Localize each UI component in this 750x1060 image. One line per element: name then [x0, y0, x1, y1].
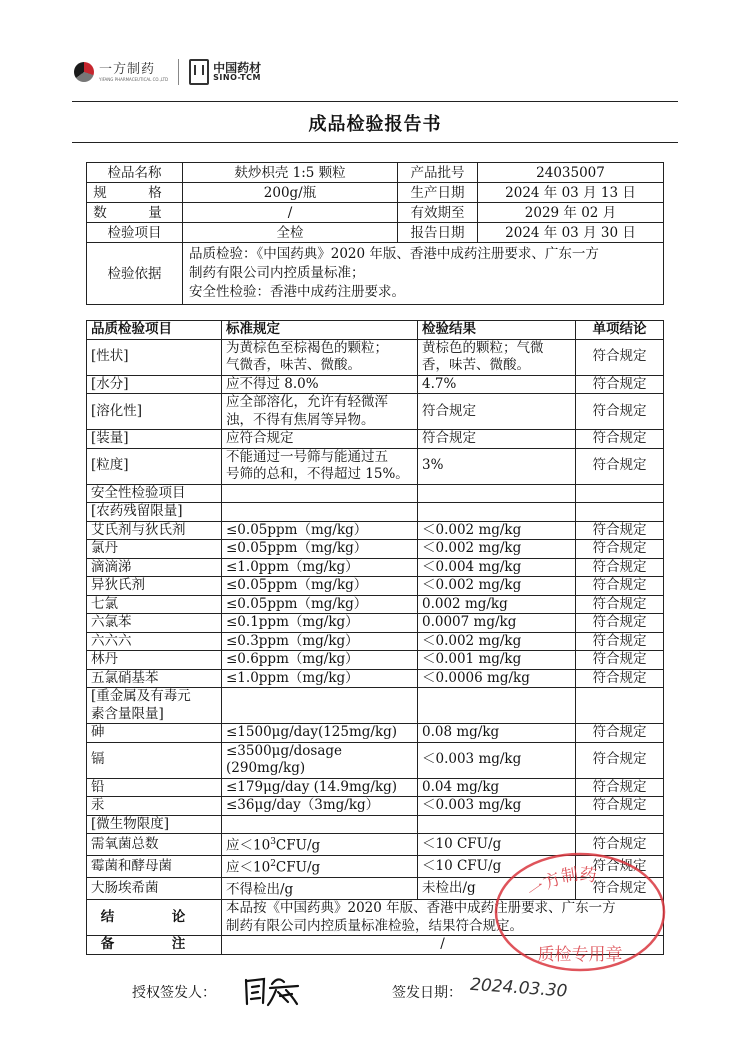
pesticide-standard: ≤0.05ppm（mg/kg）: [222, 577, 418, 596]
test-item-value: 全检: [183, 223, 398, 243]
basis-label: 检验依据: [87, 243, 183, 305]
pesticide-item: 七氯: [87, 595, 222, 614]
pesticide-item: 氯丹: [87, 540, 222, 559]
result-line: 符合规定: [422, 430, 476, 446]
report-date-label: 报告日期: [398, 223, 478, 243]
micro-item: 需氧菌总数: [87, 834, 222, 856]
pesticide-conclusion: 符合规定: [576, 540, 664, 559]
svg-text:一方制药: 一方制药: [523, 864, 598, 904]
result-line: 香，味苦、微酸。: [422, 357, 530, 373]
heavy-metal-title-line: [重金属及有毒元: [91, 688, 191, 704]
sino-tcm-logo-sub: SINO-TCM: [213, 73, 261, 83]
heavy-metal-result: 0.04 mg/kg: [418, 778, 576, 797]
yifang-logo: [74, 62, 168, 82]
basis-line: 安全性检验：香港中成药注册要求。: [189, 284, 405, 300]
table-row: [87, 577, 664, 596]
micro-title-row: [87, 815, 664, 834]
standard-line: 应符合规定: [226, 430, 294, 446]
pesticide-standard: ≤0.6ppm（mg/kg）: [222, 651, 418, 670]
table-header-row: [87, 321, 664, 340]
spec-value: 200g/瓶: [183, 183, 398, 203]
header-divider: [72, 101, 678, 102]
mfg-date-value: 2024 年 03 月 13 日: [478, 183, 664, 203]
heavy-metal-conclusion: 符合规定: [576, 742, 664, 778]
table-row: [87, 163, 664, 183]
heavy-metal-item: 铅: [87, 778, 222, 797]
standard-line: 为黄棕色至棕褐色的颗粒；: [226, 339, 388, 356]
micro-conclusion: 符合规定: [576, 878, 664, 900]
table-row: [87, 521, 664, 540]
pesticide-conclusion: 符合规定: [576, 577, 664, 596]
heavy-metal-result: ＜0.003 mg/kg: [418, 742, 576, 778]
quantity-label: 数 量: [87, 203, 183, 223]
heavy-metal-title-line: 素含量限量]: [91, 705, 164, 722]
pesticide-standard: ≤0.1ppm（mg/kg）: [222, 614, 418, 633]
title-divider: [72, 142, 678, 143]
pesticide-result: ＜0.002 mg/kg: [418, 632, 576, 651]
result-line: 4.7%: [422, 375, 457, 392]
pesticide-conclusion: 符合规定: [576, 558, 664, 577]
pesticide-conclusion: 符合规定: [576, 632, 664, 651]
standard-exponent: 3: [270, 837, 276, 847]
basis-line: 品质检验：《中国药典》2020 年版、香港中成药注册要求、广东一方: [189, 246, 599, 262]
batch-label: 产品批号: [398, 163, 478, 183]
table-row: [87, 223, 664, 243]
pesticide-conclusion: 符合规定: [576, 595, 664, 614]
quality-item: [溶化性]: [87, 394, 222, 430]
pesticide-conclusion: 符合规定: [576, 614, 664, 633]
pesticide-standard: ≤0.05ppm（mg/kg）: [222, 595, 418, 614]
expiry-value: 2029 年 02 月: [478, 203, 664, 223]
micro-standard: [222, 856, 418, 878]
test-item-label: 检验项目: [87, 223, 183, 243]
quality-conclusion: 符合规定: [576, 394, 664, 430]
heavy-metal-conclusion: 符合规定: [576, 724, 664, 743]
remarks-label: 备 注: [87, 936, 222, 955]
table-row: [87, 724, 664, 743]
pesticide-conclusion: 符合规定: [576, 521, 664, 540]
pesticide-section: [87, 521, 664, 688]
heavy-metal-standard: ≤36μg/day（3mg/kg）: [222, 797, 418, 816]
conclusion-line: 本品按《中国药典》2020 年版、香港中成药注册要求、广东一方: [226, 900, 616, 916]
remarks-value: /: [222, 936, 664, 955]
quality-item: [水分]: [87, 375, 222, 394]
safety-title: 安全性检验项目: [87, 484, 222, 503]
table-row: [87, 632, 664, 651]
table-row: [87, 339, 664, 375]
heavy-metal-result: ＜0.003 mg/kg: [418, 797, 576, 816]
pesticide-standard: ≤1.0ppm（mg/kg）: [222, 669, 418, 688]
quality-conclusion: 符合规定: [576, 430, 664, 449]
yifang-logo-sub: YIFANG PHARMACEUTICAL CO.,LTD: [99, 76, 169, 82]
pesticide-result: ＜0.002 mg/kg: [418, 540, 576, 559]
pesticide-item: 六六六: [87, 632, 222, 651]
pesticide-item: 异狄氏剂: [87, 577, 222, 596]
pesticide-standard: ≤1.0ppm（mg/kg）: [222, 558, 418, 577]
standard-line: 不能通过一号筛与能通过五: [226, 448, 388, 465]
table-row: [87, 183, 664, 203]
table-row: [87, 394, 664, 430]
pesticide-result: ＜0.0006 mg/kg: [418, 669, 576, 688]
standard-prefix: 应＜10: [226, 837, 271, 854]
page-title: 成品检验报告书: [308, 114, 442, 135]
issue-date-label: 签发日期：: [392, 985, 462, 1001]
micro-title: [微生物限度]: [87, 815, 222, 834]
quality-standard: [222, 339, 418, 375]
product-info-table: [86, 162, 664, 305]
svg-text:质检专用章: 质检专用章: [537, 945, 623, 965]
quality-standard: [222, 448, 418, 484]
header-logos: [74, 52, 261, 92]
pesticide-result: ＜0.001 mg/kg: [418, 651, 576, 670]
svg-text:2024.03.30: 2024.03.30: [469, 975, 568, 1002]
standard-exponent: 2: [270, 859, 276, 869]
quality-item: [装量]: [87, 430, 222, 449]
sino-tcm-logo-name: 中国药材: [213, 60, 262, 75]
pesticide-item: 艾氏剂与狄氏剂: [87, 521, 222, 540]
table-row: [87, 203, 664, 223]
standard-line: 应不得过 8.0%: [226, 375, 319, 392]
heavy-metal-section: [87, 724, 664, 816]
heavy-metal-item: 砷: [87, 724, 222, 743]
standard-line: 应全部溶化，允许有轻微浑: [226, 394, 388, 410]
pesticide-result: ＜0.002 mg/kg: [418, 521, 576, 540]
standard-line: 浊，不得有焦屑等异物。: [226, 411, 375, 428]
table-row: [87, 797, 664, 816]
basis-value: [183, 243, 664, 305]
table-row: [87, 243, 664, 305]
table-row: [87, 430, 664, 449]
quality-result: [418, 394, 576, 430]
table-row: [87, 375, 664, 394]
pesticide-standard: ≤0.3ppm（mg/kg）: [222, 632, 418, 651]
authorizer-signature: [242, 972, 302, 1008]
pesticide-title-row: [87, 503, 664, 522]
safety-title-row: [87, 484, 664, 503]
pesticide-title: [农药残留限量]: [87, 503, 222, 522]
result-line: 符合规定: [422, 402, 476, 419]
table-row: [87, 669, 664, 688]
pesticide-conclusion: 符合规定: [576, 669, 664, 688]
quality-conclusion: 符合规定: [576, 375, 664, 394]
quality-result: [418, 430, 576, 449]
micro-result: 未检出/g: [418, 878, 576, 900]
expiry-label: 有效期至: [398, 203, 478, 223]
col-header-result: 检验结果: [418, 321, 576, 340]
pesticide-item: 林丹: [87, 651, 222, 670]
quantity-value: /: [183, 203, 398, 223]
heavy-metal-title-row: [87, 688, 664, 724]
micro-result: ＜10 CFU/g: [418, 834, 576, 856]
pesticide-item: 五氯硝基苯: [87, 669, 222, 688]
pesticide-standard: ≤0.05ppm（mg/kg）: [222, 540, 418, 559]
quality-result: [418, 375, 576, 394]
standard-line: 气微香，味苦、微酸。: [226, 357, 361, 373]
micro-result: ＜10 CFU/g: [418, 856, 576, 878]
table-row: [87, 778, 664, 797]
quality-result: [418, 448, 576, 484]
table-row: [87, 558, 664, 577]
quality-conclusion: 符合规定: [576, 448, 664, 484]
conclusion-line: 制药有限公司内控质量标准检验，结果符合规定。: [226, 917, 523, 934]
pesticide-standard: ≤0.05ppm（mg/kg）: [222, 521, 418, 540]
pesticide-result: 0.0007 mg/kg: [418, 614, 576, 633]
table-row: [87, 448, 664, 484]
micro-standard: [222, 834, 418, 856]
result-line: 黄棕色的颗粒；气微: [422, 339, 544, 356]
micro-standard: [222, 878, 418, 900]
table-row: [87, 614, 664, 633]
heavy-metal-result: 0.08 mg/kg: [418, 724, 576, 743]
batch-value: 24035007: [478, 163, 664, 183]
sino-tcm-logo: [189, 59, 261, 85]
col-header-standard: 标准规定: [222, 321, 418, 340]
standard-suffix: CFU/g: [275, 859, 321, 876]
result-line: 3%: [422, 457, 444, 474]
col-header-conclusion: 单项结论: [576, 321, 664, 340]
heavy-metal-item: 汞: [87, 797, 222, 816]
micro-conclusion: 符合规定: [576, 856, 664, 878]
quality-item: [粒度]: [87, 448, 222, 484]
standard-prefix: 不得检出/g: [226, 881, 294, 898]
col-header-item: 品质检验项目: [87, 321, 222, 340]
table-row: [87, 651, 664, 670]
table-row: [87, 540, 664, 559]
spec-label: 规 格: [87, 183, 183, 203]
table-row: [87, 742, 664, 778]
heavy-metal-standard: ≤179μg/day (14.9mg/kg): [222, 778, 418, 797]
pesticide-result: ＜0.004 mg/kg: [418, 558, 576, 577]
quality-standard: [222, 375, 418, 394]
quality-seal-stamp: [490, 848, 670, 976]
pesticide-conclusion: 符合规定: [576, 651, 664, 670]
micro-conclusion: 符合规定: [576, 834, 664, 856]
quality-item: [性状]: [87, 339, 222, 375]
pesticide-result: 0.002 mg/kg: [418, 595, 576, 614]
micro-item: 大肠埃希菌: [87, 878, 222, 900]
product-name-label: 检品名称: [87, 163, 183, 183]
table-row: [87, 595, 664, 614]
report-date-value: 2024 年 03 月 30 日: [478, 223, 664, 243]
pesticide-item: 滴滴涕: [87, 558, 222, 577]
authorizer-label: 授权签发人：: [132, 985, 216, 1001]
mfg-date-label: 生产日期: [398, 183, 478, 203]
pesticide-item: 六氯苯: [87, 614, 222, 633]
quality-result: [418, 339, 576, 375]
standard-prefix: 应＜10: [226, 859, 271, 876]
quality-standard: [222, 394, 418, 430]
micro-item: 霉菌和酵母菌: [87, 856, 222, 878]
yifang-logo-name: 一方制药: [99, 61, 156, 77]
heavy-metal-title: [87, 688, 222, 724]
heavy-metal-item: 镉: [87, 742, 222, 778]
quality-section: [87, 339, 664, 484]
conclusion-label: 结 论: [87, 900, 222, 936]
quality-standard: [222, 430, 418, 449]
standard-suffix: CFU/g: [275, 837, 321, 854]
standard-line: 号筛的总和，不得超过 15%。: [226, 466, 409, 482]
heavy-metal-standard: ≤3500μg/dosage (290mg/kg): [222, 742, 418, 778]
product-name-value: 麸炒枳壳 1:5 颗粒: [183, 163, 398, 183]
issue-date-handwritten: [466, 975, 576, 1003]
sino-tcm-logo-icon: [189, 59, 209, 85]
quality-conclusion: 符合规定: [576, 339, 664, 375]
heavy-metal-standard: ≤1500μg/day(125mg/kg): [222, 724, 418, 743]
logo-divider: [178, 59, 179, 85]
yifang-logo-icon: [74, 62, 94, 82]
heavy-metal-conclusion: 符合规定: [576, 778, 664, 797]
heavy-metal-conclusion: 符合规定: [576, 797, 664, 816]
basis-line: 制药有限公司内控质量标准；: [189, 265, 365, 281]
pesticide-result: ＜0.002 mg/kg: [418, 577, 576, 596]
